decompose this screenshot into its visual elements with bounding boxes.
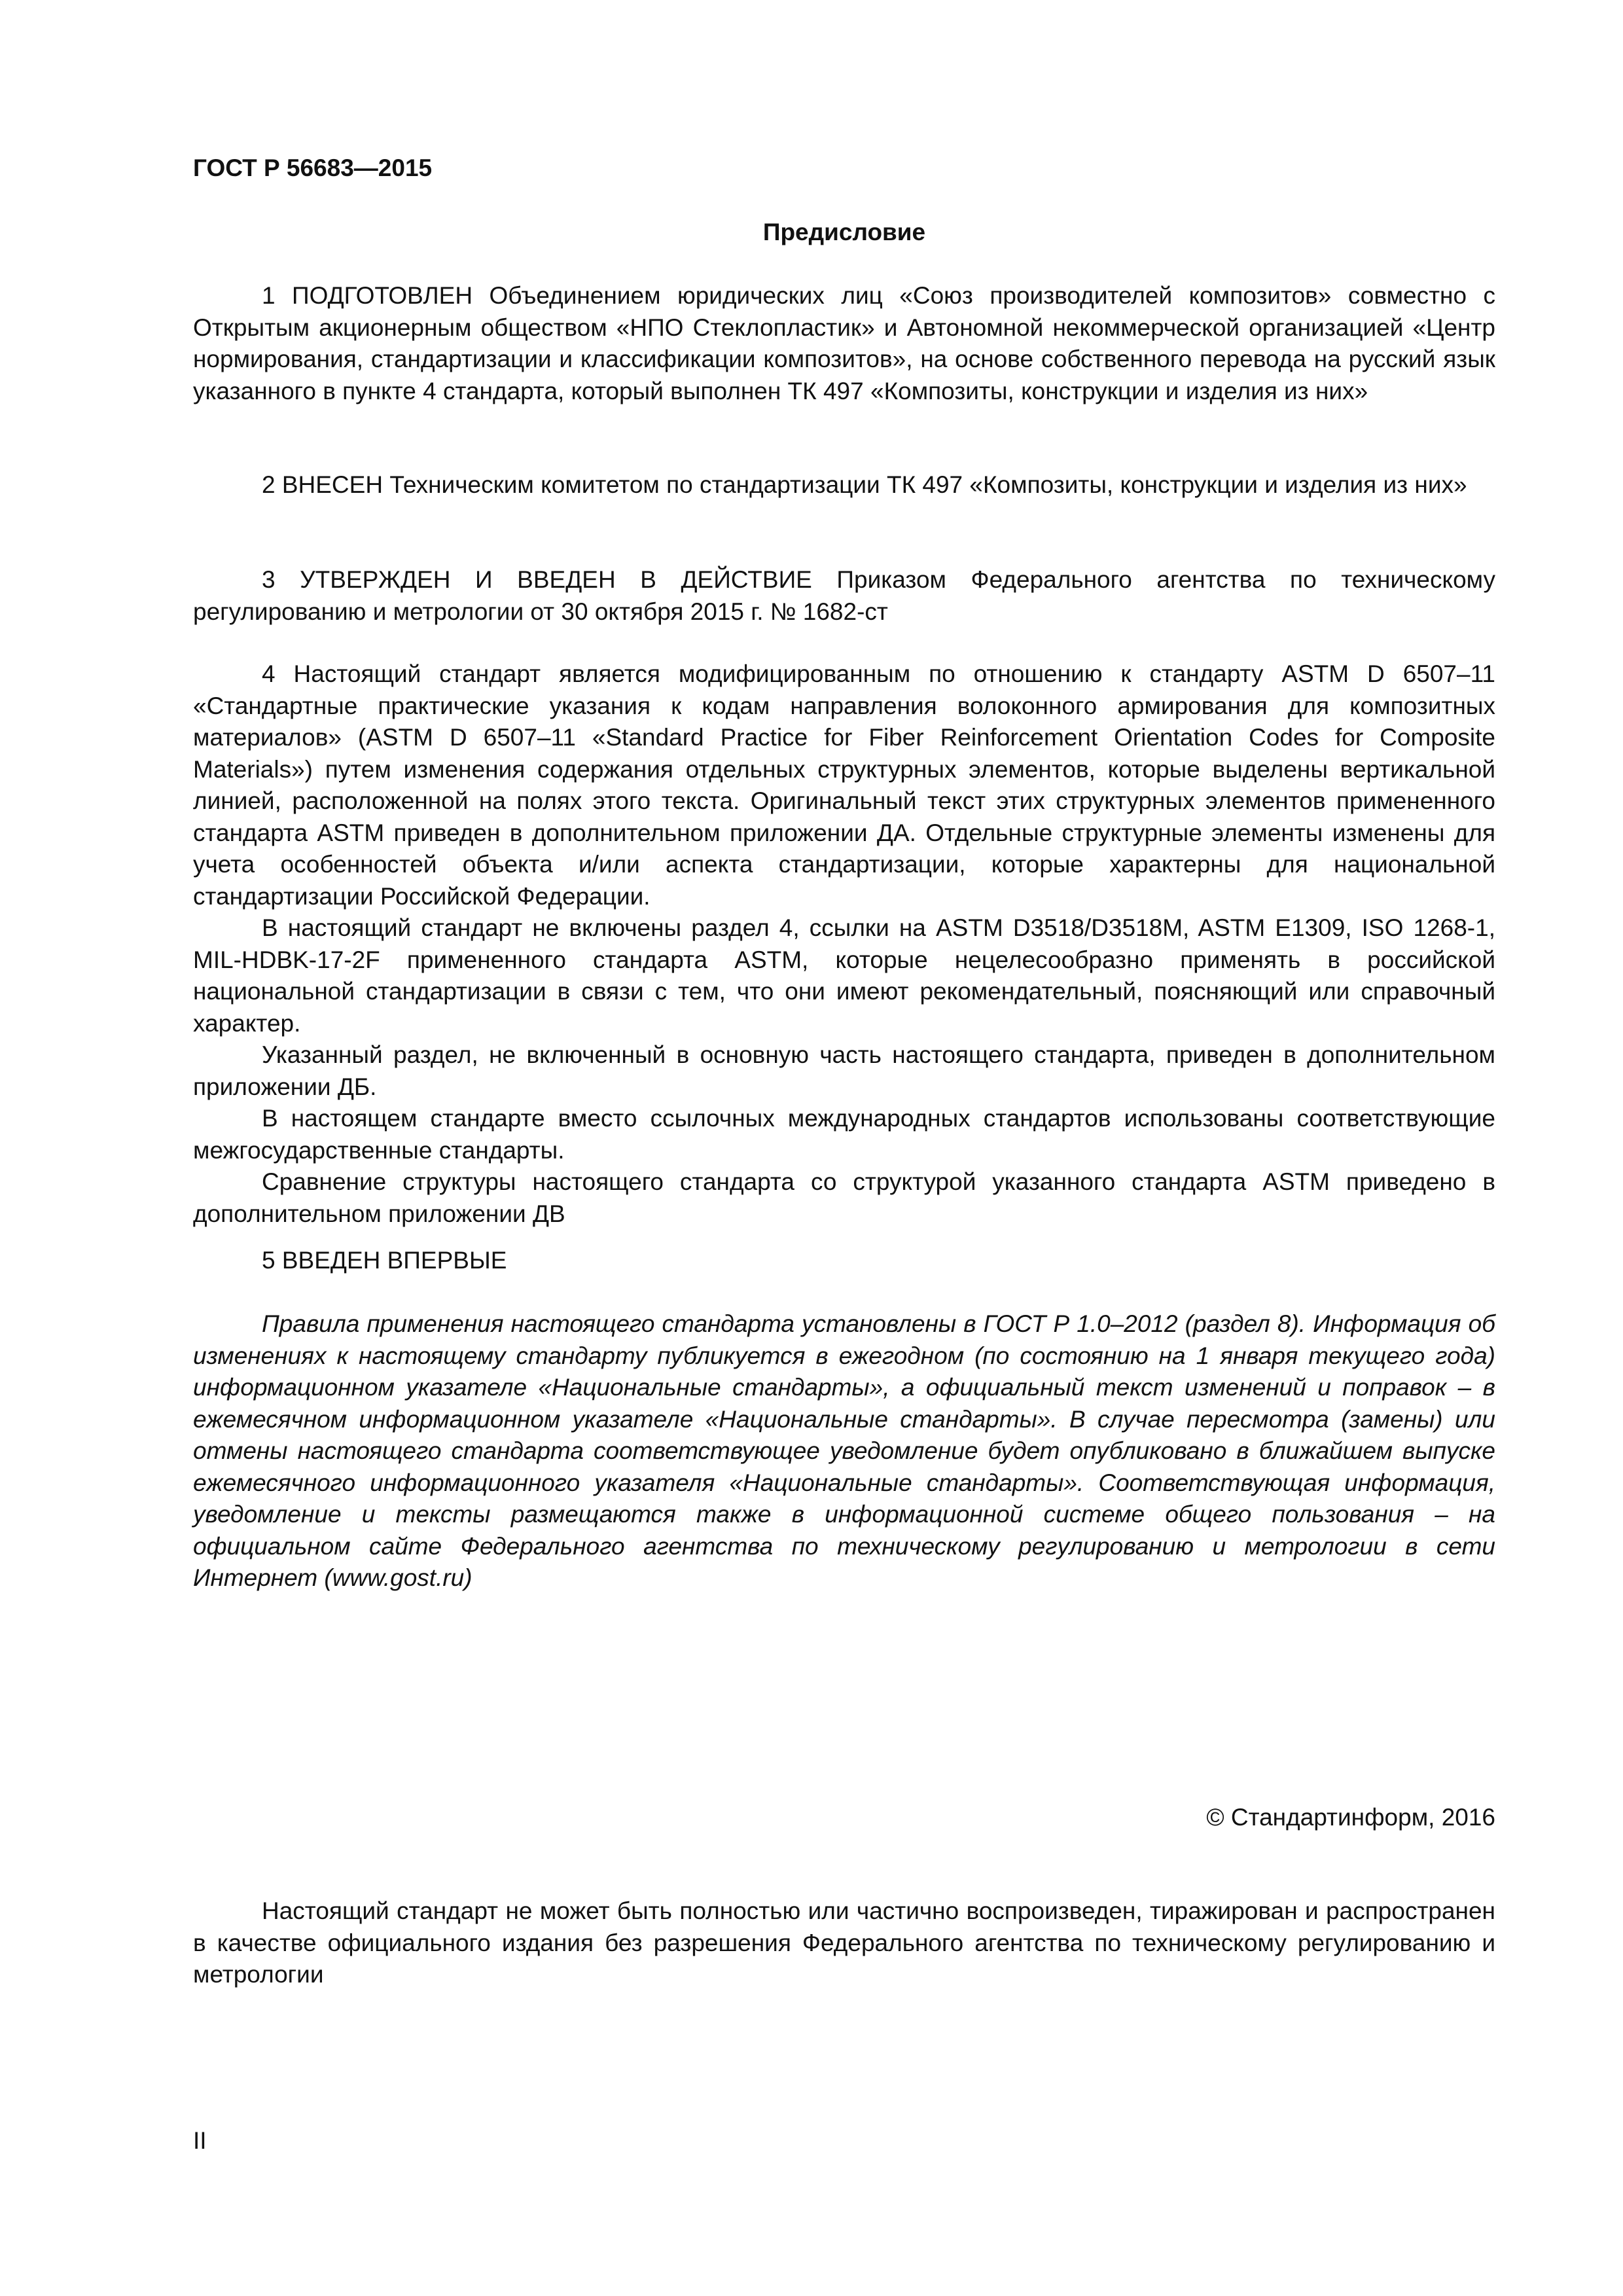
- reproduction-notice-block: [193, 1895, 1495, 1991]
- item-4-block: [193, 658, 1495, 1230]
- page-number: II: [193, 2127, 207, 2154]
- notice-italic-paragraph: Правила применения настоящего стандарта установлены в ГОСТ Р 1.0–2012 (раздел 8). Информация об изменениях к настоящему стандарту публикуется в ежегодном (по состоянию на 1 января текущего года) информационном указателе «Национальные стандарты», а официальный текст изменений и поправок – в ежемесячном информационном указателе «Национальные стандарты». В случае пересмотра (замены) или отмены настоящего стандарта соответствующее уведомление будет опубликовано в ближайшем выпуске ежемесячного информационного указателя «Национальные стандарты». Соответствующая информация, уведомление и тексты размещаются также в информационной системе общего пользования – на официальном сайте Федерального агентства по техническому регулированию и метрологии в сети Интернет (www.gost.ru): [193, 1310, 1495, 1591]
- reproduction-notice: Настоящий стандарт не может быть полностью или частично воспроизведен, тиражирован и распространен в качестве официального издания без разрешения Федерального агентства по техническому регулированию и метрологии: [193, 1897, 1495, 1988]
- item-4-paragraph-5: Сравнение структуры настоящего стандарта со структурой указанного стандарта ASTM приведено в дополнительном приложении ДВ: [193, 1168, 1495, 1227]
- item-3-paragraph: 3 УТВЕРЖДЕН И ВВЕДЕН В ДЕЙСТВИЕ Приказом Федерального агентства по техническому регулированию и метрологии от 30 октября 2015 г. № 1682-ст: [193, 566, 1495, 625]
- copyright: © Стандартинформ, 2016: [1206, 1804, 1495, 1831]
- item-1-paragraph: 1 ПОДГОТОВЛЕН Объединением юридических лиц «Союз производителей композитов» совместно с Открытым акционерным обществом «НПО Стеклопластик» и Автономной некоммерческой организацией «Центр нормирования, стандартизации и классификации композитов», на основе собственного перевода на русский язык указанного в пункте 4 стандарта, который выполнен ТК 497 «Композиты, конструкции и изделия из них»: [193, 282, 1495, 404]
- page-title: Предисловие: [762, 219, 926, 245]
- item-2-block: [193, 469, 1495, 501]
- item-4-paragraph-4: В настоящем стандарте вместо ссылочных международных стандартов использованы соответствующие межгосударственные стандарты.: [193, 1105, 1495, 1164]
- item-5-paragraph: 5 ВВЕДЕН ВПЕРВЫЕ: [262, 1247, 507, 1274]
- item-5-block: [193, 1245, 1495, 1277]
- item-1-block: [193, 280, 1495, 407]
- notice-block: [193, 1308, 1495, 1594]
- document-code: ГОСТ Р 56683—2015: [193, 154, 433, 181]
- item-4-paragraph-2: В настоящий стандарт не включены раздел 4, ссылки на ASTM D3518/D3518M, ASTM E1309, ISO 1268-1, MIL-HDBK-17-2F примененного стандарта ASTM, которые нецелесообразно применять в российской национальной стандартизации в связи с тем, что они имеют рекомендательный, поясняющий или справочный характер.: [193, 914, 1495, 1037]
- item-2-paragraph: 2 ВНЕСЕН Техническим комитетом по стандартизации ТК 497 «Композиты, конструкции и изделия из них»: [262, 471, 1467, 498]
- item-4-paragraph-3: Указанный раздел, не включенный в основную часть настоящего стандарта, приведен в дополнительном приложении ДБ.: [193, 1041, 1495, 1100]
- item-4-paragraph-1: 4 Настоящий стандарт является модифицированным по отношению к стандарту ASTM D 6507–11 «Стандартные практические указания к кодам направления волоконного армирования для композитных материалов» (ASTM D 6507–11 «Standard Practice for Fiber Reinforcement Orientation Codes for Composite Materials») путем изменения содержания отдельных структурных элементов, которые выделены вертикальной линией, расположенной на полях этого текста. Оригинальный текст этих структурных элементов примененного стандарта ASTM приведен в дополнительном приложении ДА. Отдельные структурные элементы изменены для учета особенностей объекта и/или аспекта стандартизации, которые характерны для национальной стандартизации Российской Федерации.: [193, 660, 1495, 910]
- item-3-block: [193, 564, 1495, 628]
